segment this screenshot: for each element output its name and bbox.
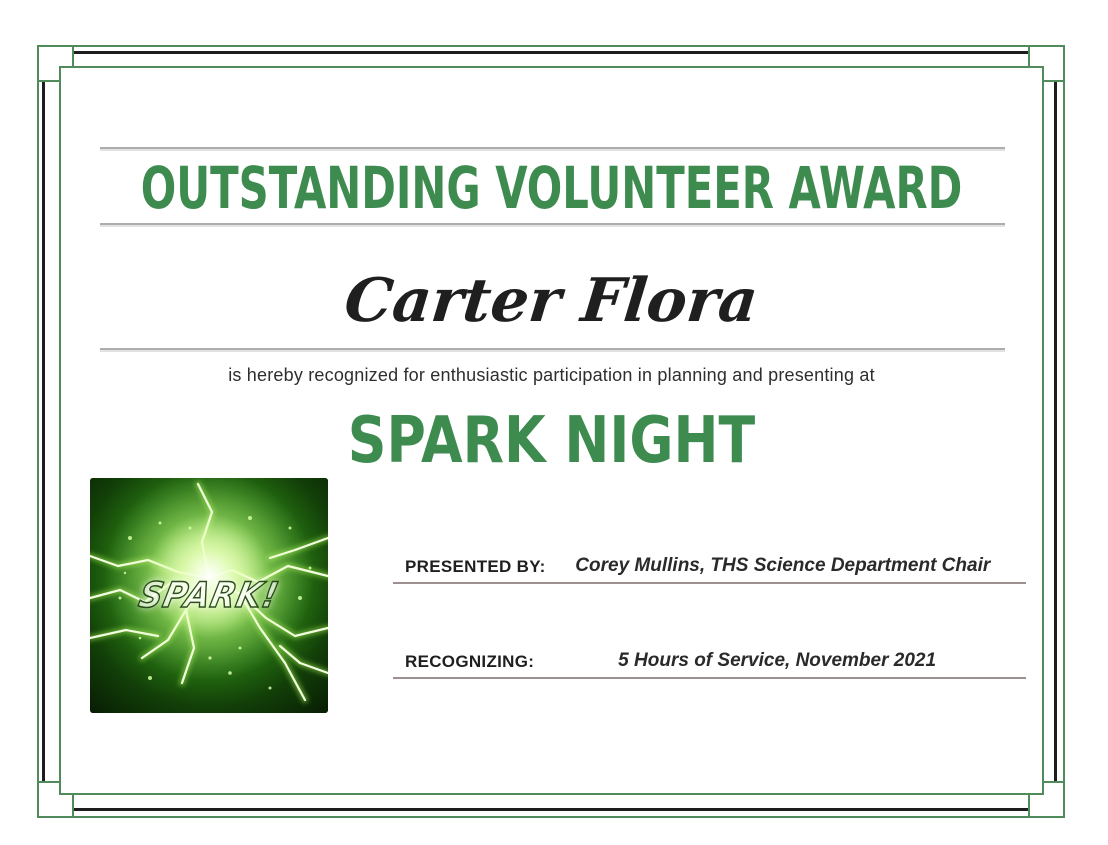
title-rule-bottom xyxy=(100,223,1005,225)
presented-by-row xyxy=(393,517,1026,584)
recognizing-label: RECOGNIZING: xyxy=(405,652,535,671)
recognizing-row xyxy=(393,612,1026,679)
name-rule xyxy=(100,348,1005,350)
title-row xyxy=(61,156,1042,220)
presented-by-label: PRESENTED BY: xyxy=(405,557,546,576)
event-name: SPARK NIGHT xyxy=(347,404,756,478)
spark-image xyxy=(90,478,328,713)
certificate-paper xyxy=(59,66,1044,795)
recognizing-value: 5 Hours of Service, November 2021 xyxy=(618,650,937,671)
spark-image-text: SPARK! xyxy=(135,575,283,616)
event-row xyxy=(61,406,1042,476)
recipient-row xyxy=(61,262,1042,340)
presented-by-value: Corey Mullins, THS Science Department Chair xyxy=(575,555,991,576)
subtitle-text: is hereby recognized for enthusiastic participation in planning and presenting at xyxy=(228,364,875,385)
recipient-name: Carter Flora xyxy=(341,266,762,336)
certificate-title: OUTSTANDING VOLUNTEER AWARD xyxy=(140,154,963,222)
subtitle-row xyxy=(61,362,1042,388)
title-rule-top xyxy=(100,147,1005,149)
